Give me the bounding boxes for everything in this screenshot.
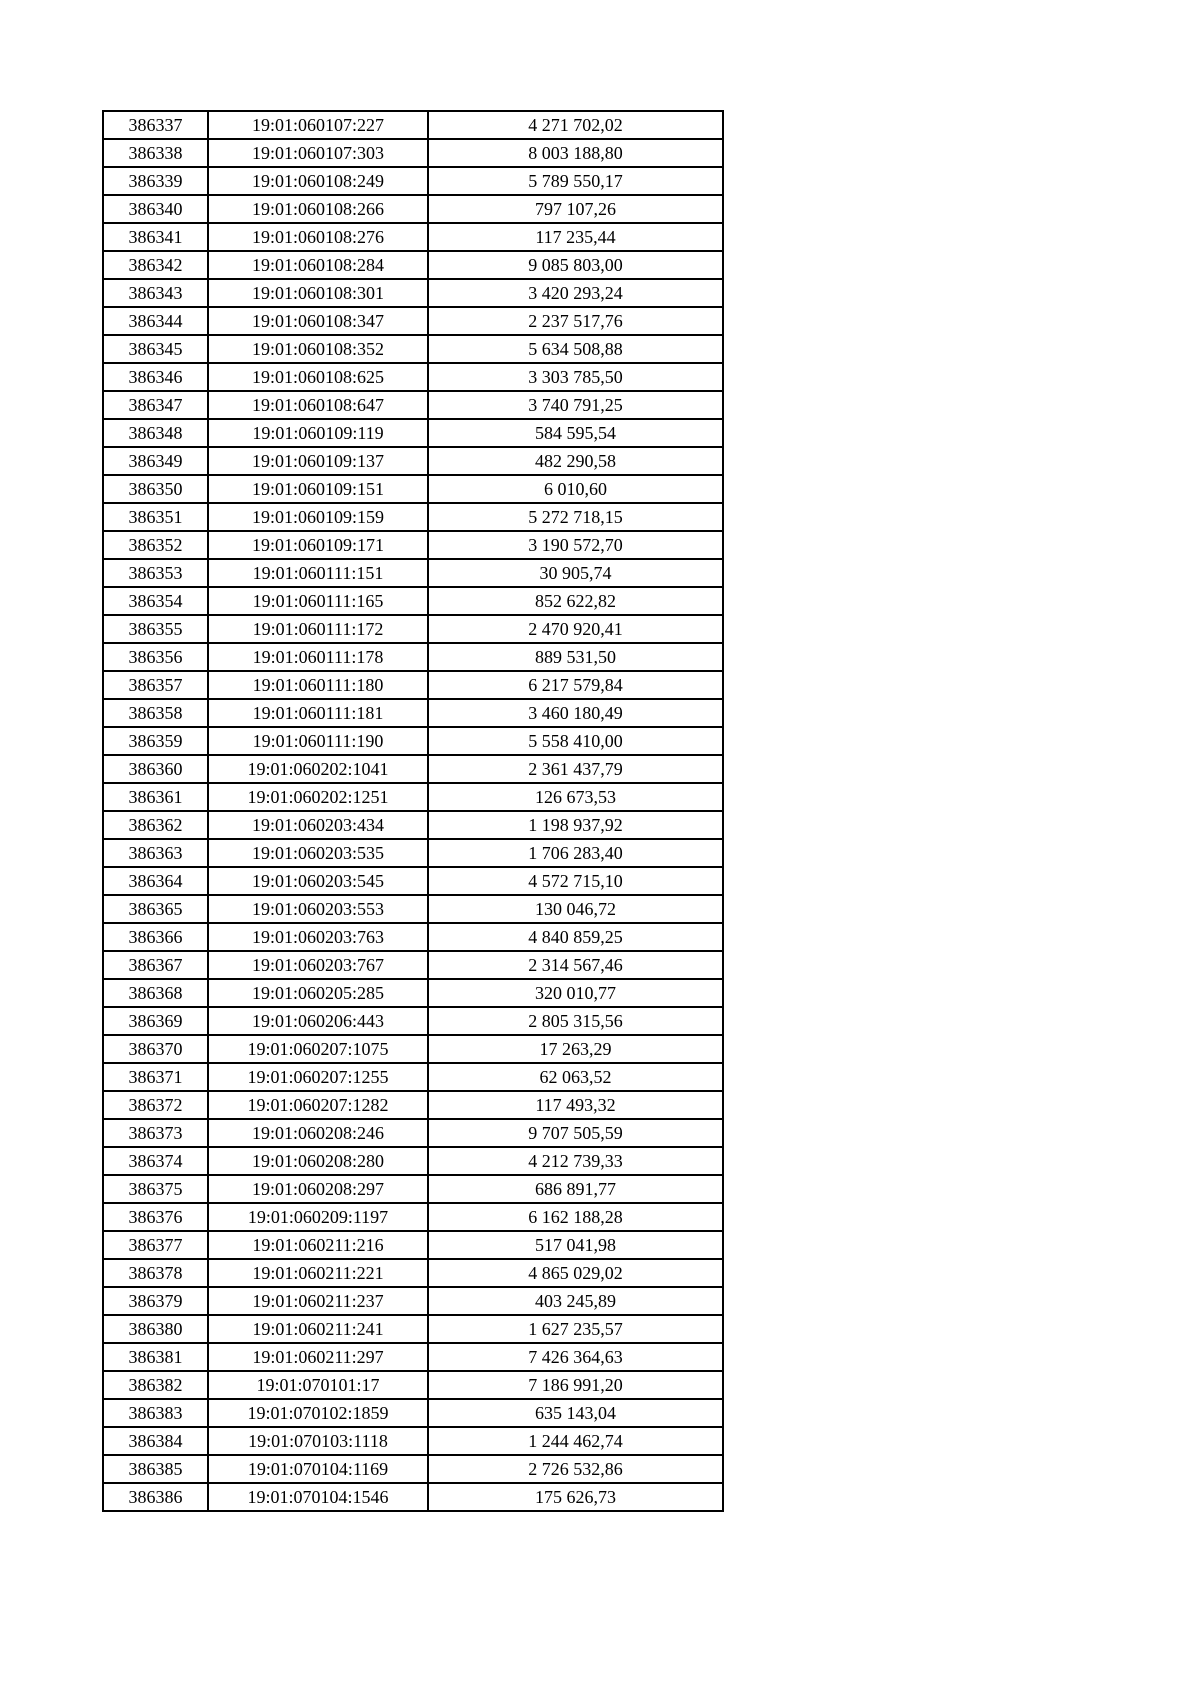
table-row	[103, 587, 723, 615]
table-row	[103, 1259, 723, 1287]
table-row	[103, 1063, 723, 1091]
cadastral-number-cell: 19:01:070104:1546	[208, 1483, 428, 1511]
row-number-cell: 386355	[103, 615, 208, 643]
cadastral-number-cell: 19:01:060203:767	[208, 951, 428, 979]
table-row	[103, 1091, 723, 1119]
table-row	[103, 783, 723, 811]
table-row	[103, 223, 723, 251]
cadastral-number-cell: 19:01:060108:249	[208, 167, 428, 195]
table-row	[103, 251, 723, 279]
row-number-cell: 386369	[103, 1007, 208, 1035]
cadastral-number-cell: 19:01:060203:434	[208, 811, 428, 839]
cadastral-number-cell: 19:01:060111:172	[208, 615, 428, 643]
row-number-cell: 386358	[103, 699, 208, 727]
value-cell: 4 212 739,33	[428, 1147, 723, 1175]
value-cell: 9 707 505,59	[428, 1119, 723, 1147]
value-cell: 6 010,60	[428, 475, 723, 503]
cadastral-number-cell: 19:01:060111:181	[208, 699, 428, 727]
table-row	[103, 503, 723, 531]
row-number-cell: 386366	[103, 923, 208, 951]
cadastral-number-cell: 19:01:060203:535	[208, 839, 428, 867]
row-number-cell: 386385	[103, 1455, 208, 1483]
table-row	[103, 923, 723, 951]
cadastral-number-cell: 19:01:060111:165	[208, 587, 428, 615]
cadastral-number-cell: 19:01:060111:178	[208, 643, 428, 671]
cadastral-number-cell: 19:01:060108:352	[208, 335, 428, 363]
value-cell: 3 420 293,24	[428, 279, 723, 307]
value-cell: 9 085 803,00	[428, 251, 723, 279]
cadastral-number-cell: 19:01:060107:303	[208, 139, 428, 167]
row-number-cell: 386363	[103, 839, 208, 867]
value-cell: 2 726 532,86	[428, 1455, 723, 1483]
value-cell: 117 235,44	[428, 223, 723, 251]
cadastral-number-cell: 19:01:060111:190	[208, 727, 428, 755]
cadastral-number-cell: 19:01:070103:1118	[208, 1427, 428, 1455]
value-cell: 4 572 715,10	[428, 867, 723, 895]
cadastral-number-cell: 19:01:060203:763	[208, 923, 428, 951]
row-number-cell: 386380	[103, 1315, 208, 1343]
row-number-cell: 386378	[103, 1259, 208, 1287]
cadastral-number-cell: 19:01:070104:1169	[208, 1455, 428, 1483]
cadastral-number-cell: 19:01:060211:297	[208, 1343, 428, 1371]
table-row	[103, 195, 723, 223]
value-cell: 5 272 718,15	[428, 503, 723, 531]
cadastral-number-cell: 19:01:060203:545	[208, 867, 428, 895]
value-cell: 2 805 315,56	[428, 1007, 723, 1035]
row-number-cell: 386345	[103, 335, 208, 363]
cadastral-number-cell: 19:01:060108:347	[208, 307, 428, 335]
table-row	[103, 1371, 723, 1399]
table-row	[103, 699, 723, 727]
table-row	[103, 1343, 723, 1371]
table-row	[103, 643, 723, 671]
cadastral-number-cell: 19:01:060211:216	[208, 1231, 428, 1259]
value-cell: 2 361 437,79	[428, 755, 723, 783]
table-row	[103, 951, 723, 979]
cadastral-number-cell: 19:01:060108:276	[208, 223, 428, 251]
cadastral-number-cell: 19:01:060109:171	[208, 531, 428, 559]
row-number-cell: 386350	[103, 475, 208, 503]
value-cell: 1 198 937,92	[428, 811, 723, 839]
table-body	[103, 111, 723, 1511]
cadastral-number-cell: 19:01:060207:1075	[208, 1035, 428, 1063]
value-cell: 130 046,72	[428, 895, 723, 923]
table-row	[103, 1427, 723, 1455]
row-number-cell: 386375	[103, 1175, 208, 1203]
row-number-cell: 386339	[103, 167, 208, 195]
value-cell: 1 627 235,57	[428, 1315, 723, 1343]
value-cell: 2 237 517,76	[428, 307, 723, 335]
table-row	[103, 363, 723, 391]
row-number-cell: 386348	[103, 419, 208, 447]
cadastral-number-cell: 19:01:060211:237	[208, 1287, 428, 1315]
cadastral-number-cell: 19:01:060205:285	[208, 979, 428, 1007]
value-cell: 3 460 180,49	[428, 699, 723, 727]
value-cell: 117 493,32	[428, 1091, 723, 1119]
row-number-cell: 386353	[103, 559, 208, 587]
cadastral-number-cell: 19:01:060207:1282	[208, 1091, 428, 1119]
value-cell: 7 426 364,63	[428, 1343, 723, 1371]
row-number-cell: 386337	[103, 111, 208, 139]
row-number-cell: 386386	[103, 1483, 208, 1511]
value-cell: 3 303 785,50	[428, 363, 723, 391]
value-cell: 686 891,77	[428, 1175, 723, 1203]
row-number-cell: 386357	[103, 671, 208, 699]
row-number-cell: 386379	[103, 1287, 208, 1315]
cadastral-number-cell: 19:01:060203:553	[208, 895, 428, 923]
cadastral-number-cell: 19:01:060202:1041	[208, 755, 428, 783]
value-cell: 635 143,04	[428, 1399, 723, 1427]
row-number-cell: 386360	[103, 755, 208, 783]
value-cell: 3 190 572,70	[428, 531, 723, 559]
value-cell: 6 217 579,84	[428, 671, 723, 699]
cadastral-number-cell: 19:01:060108:284	[208, 251, 428, 279]
cadastral-number-cell: 19:01:060206:443	[208, 1007, 428, 1035]
cadastral-number-cell: 19:01:060108:266	[208, 195, 428, 223]
value-cell: 7 186 991,20	[428, 1371, 723, 1399]
table-row	[103, 1483, 723, 1511]
table-row	[103, 559, 723, 587]
row-number-cell: 386367	[103, 951, 208, 979]
table-row	[103, 1315, 723, 1343]
row-number-cell: 386346	[103, 363, 208, 391]
row-number-cell: 386373	[103, 1119, 208, 1147]
value-cell: 1 244 462,74	[428, 1427, 723, 1455]
table-row	[103, 727, 723, 755]
cadastral-number-cell: 19:01:070101:17	[208, 1371, 428, 1399]
row-number-cell: 386370	[103, 1035, 208, 1063]
table-row	[103, 671, 723, 699]
value-cell: 403 245,89	[428, 1287, 723, 1315]
value-cell: 797 107,26	[428, 195, 723, 223]
cadastral-number-cell: 19:01:060107:227	[208, 111, 428, 139]
table-row	[103, 1399, 723, 1427]
table-row	[103, 895, 723, 923]
cadastral-number-cell: 19:01:060109:159	[208, 503, 428, 531]
cadastral-number-cell: 19:01:060207:1255	[208, 1063, 428, 1091]
value-cell: 30 905,74	[428, 559, 723, 587]
cadastral-number-cell: 19:01:060108:647	[208, 391, 428, 419]
table-row	[103, 615, 723, 643]
cadastral-number-cell: 19:01:060208:297	[208, 1175, 428, 1203]
row-number-cell: 386361	[103, 783, 208, 811]
value-cell: 5 789 550,17	[428, 167, 723, 195]
table-row	[103, 335, 723, 363]
table-row	[103, 979, 723, 1007]
row-number-cell: 386338	[103, 139, 208, 167]
cadastral-number-cell: 19:01:060109:119	[208, 419, 428, 447]
value-cell: 175 626,73	[428, 1483, 723, 1511]
row-number-cell: 386364	[103, 867, 208, 895]
value-cell: 8 003 188,80	[428, 139, 723, 167]
value-cell: 2 470 920,41	[428, 615, 723, 643]
value-cell: 4 271 702,02	[428, 111, 723, 139]
value-cell: 584 595,54	[428, 419, 723, 447]
value-cell: 517 041,98	[428, 1231, 723, 1259]
cadastral-number-cell: 19:01:060111:151	[208, 559, 428, 587]
table-row	[103, 111, 723, 139]
row-number-cell: 386382	[103, 1371, 208, 1399]
value-cell: 320 010,77	[428, 979, 723, 1007]
row-number-cell: 386383	[103, 1399, 208, 1427]
row-number-cell: 386341	[103, 223, 208, 251]
value-cell: 17 263,29	[428, 1035, 723, 1063]
table-row	[103, 867, 723, 895]
table-row	[103, 279, 723, 307]
cadastral-number-cell: 19:01:060111:180	[208, 671, 428, 699]
row-number-cell: 386347	[103, 391, 208, 419]
row-number-cell: 386351	[103, 503, 208, 531]
value-cell: 3 740 791,25	[428, 391, 723, 419]
table-row	[103, 1035, 723, 1063]
table-row	[103, 1455, 723, 1483]
value-cell: 4 865 029,02	[428, 1259, 723, 1287]
cadastral-number-cell: 19:01:070102:1859	[208, 1399, 428, 1427]
table-row	[103, 811, 723, 839]
table-row	[103, 755, 723, 783]
row-number-cell: 386359	[103, 727, 208, 755]
row-number-cell: 386354	[103, 587, 208, 615]
row-number-cell: 386356	[103, 643, 208, 671]
row-number-cell: 386384	[103, 1427, 208, 1455]
value-cell: 5 634 508,88	[428, 335, 723, 363]
table-row	[103, 1231, 723, 1259]
value-cell: 6 162 188,28	[428, 1203, 723, 1231]
table-row	[103, 419, 723, 447]
value-cell: 5 558 410,00	[428, 727, 723, 755]
row-number-cell: 386344	[103, 307, 208, 335]
table-row	[103, 1119, 723, 1147]
row-number-cell: 386340	[103, 195, 208, 223]
value-cell: 2 314 567,46	[428, 951, 723, 979]
cadastral-number-cell: 19:01:060211:221	[208, 1259, 428, 1287]
row-number-cell: 386377	[103, 1231, 208, 1259]
row-number-cell: 386372	[103, 1091, 208, 1119]
table-row	[103, 531, 723, 559]
value-cell: 4 840 859,25	[428, 923, 723, 951]
cadastral-number-cell: 19:01:060108:625	[208, 363, 428, 391]
table-row	[103, 1147, 723, 1175]
row-number-cell: 386374	[103, 1147, 208, 1175]
row-number-cell: 386349	[103, 447, 208, 475]
cadastral-number-cell: 19:01:060211:241	[208, 1315, 428, 1343]
row-number-cell: 386371	[103, 1063, 208, 1091]
value-cell: 1 706 283,40	[428, 839, 723, 867]
row-number-cell: 386343	[103, 279, 208, 307]
table-row	[103, 391, 723, 419]
value-cell: 482 290,58	[428, 447, 723, 475]
cadastral-number-cell: 19:01:060108:301	[208, 279, 428, 307]
cadastral-number-cell: 19:01:060209:1197	[208, 1203, 428, 1231]
table-row	[103, 839, 723, 867]
cadastral-number-cell: 19:01:060109:151	[208, 475, 428, 503]
row-number-cell: 386365	[103, 895, 208, 923]
row-number-cell: 386342	[103, 251, 208, 279]
table-row	[103, 1203, 723, 1231]
table-row	[103, 447, 723, 475]
table-row	[103, 1175, 723, 1203]
table-row	[103, 1007, 723, 1035]
row-number-cell: 386368	[103, 979, 208, 1007]
row-number-cell: 386381	[103, 1343, 208, 1371]
table-row	[103, 1287, 723, 1315]
row-number-cell: 386352	[103, 531, 208, 559]
row-number-cell: 386376	[103, 1203, 208, 1231]
value-cell: 126 673,53	[428, 783, 723, 811]
row-number-cell: 386362	[103, 811, 208, 839]
value-cell: 852 622,82	[428, 587, 723, 615]
cadastral-number-cell: 19:01:060208:280	[208, 1147, 428, 1175]
cadastral-number-cell: 19:01:060109:137	[208, 447, 428, 475]
value-cell: 889 531,50	[428, 643, 723, 671]
table-row	[103, 475, 723, 503]
cadastral-number-cell: 19:01:060202:1251	[208, 783, 428, 811]
cadastral-value-table	[102, 110, 724, 1512]
value-cell: 62 063,52	[428, 1063, 723, 1091]
cadastral-number-cell: 19:01:060208:246	[208, 1119, 428, 1147]
table-row	[103, 139, 723, 167]
table-row	[103, 167, 723, 195]
table-row	[103, 307, 723, 335]
